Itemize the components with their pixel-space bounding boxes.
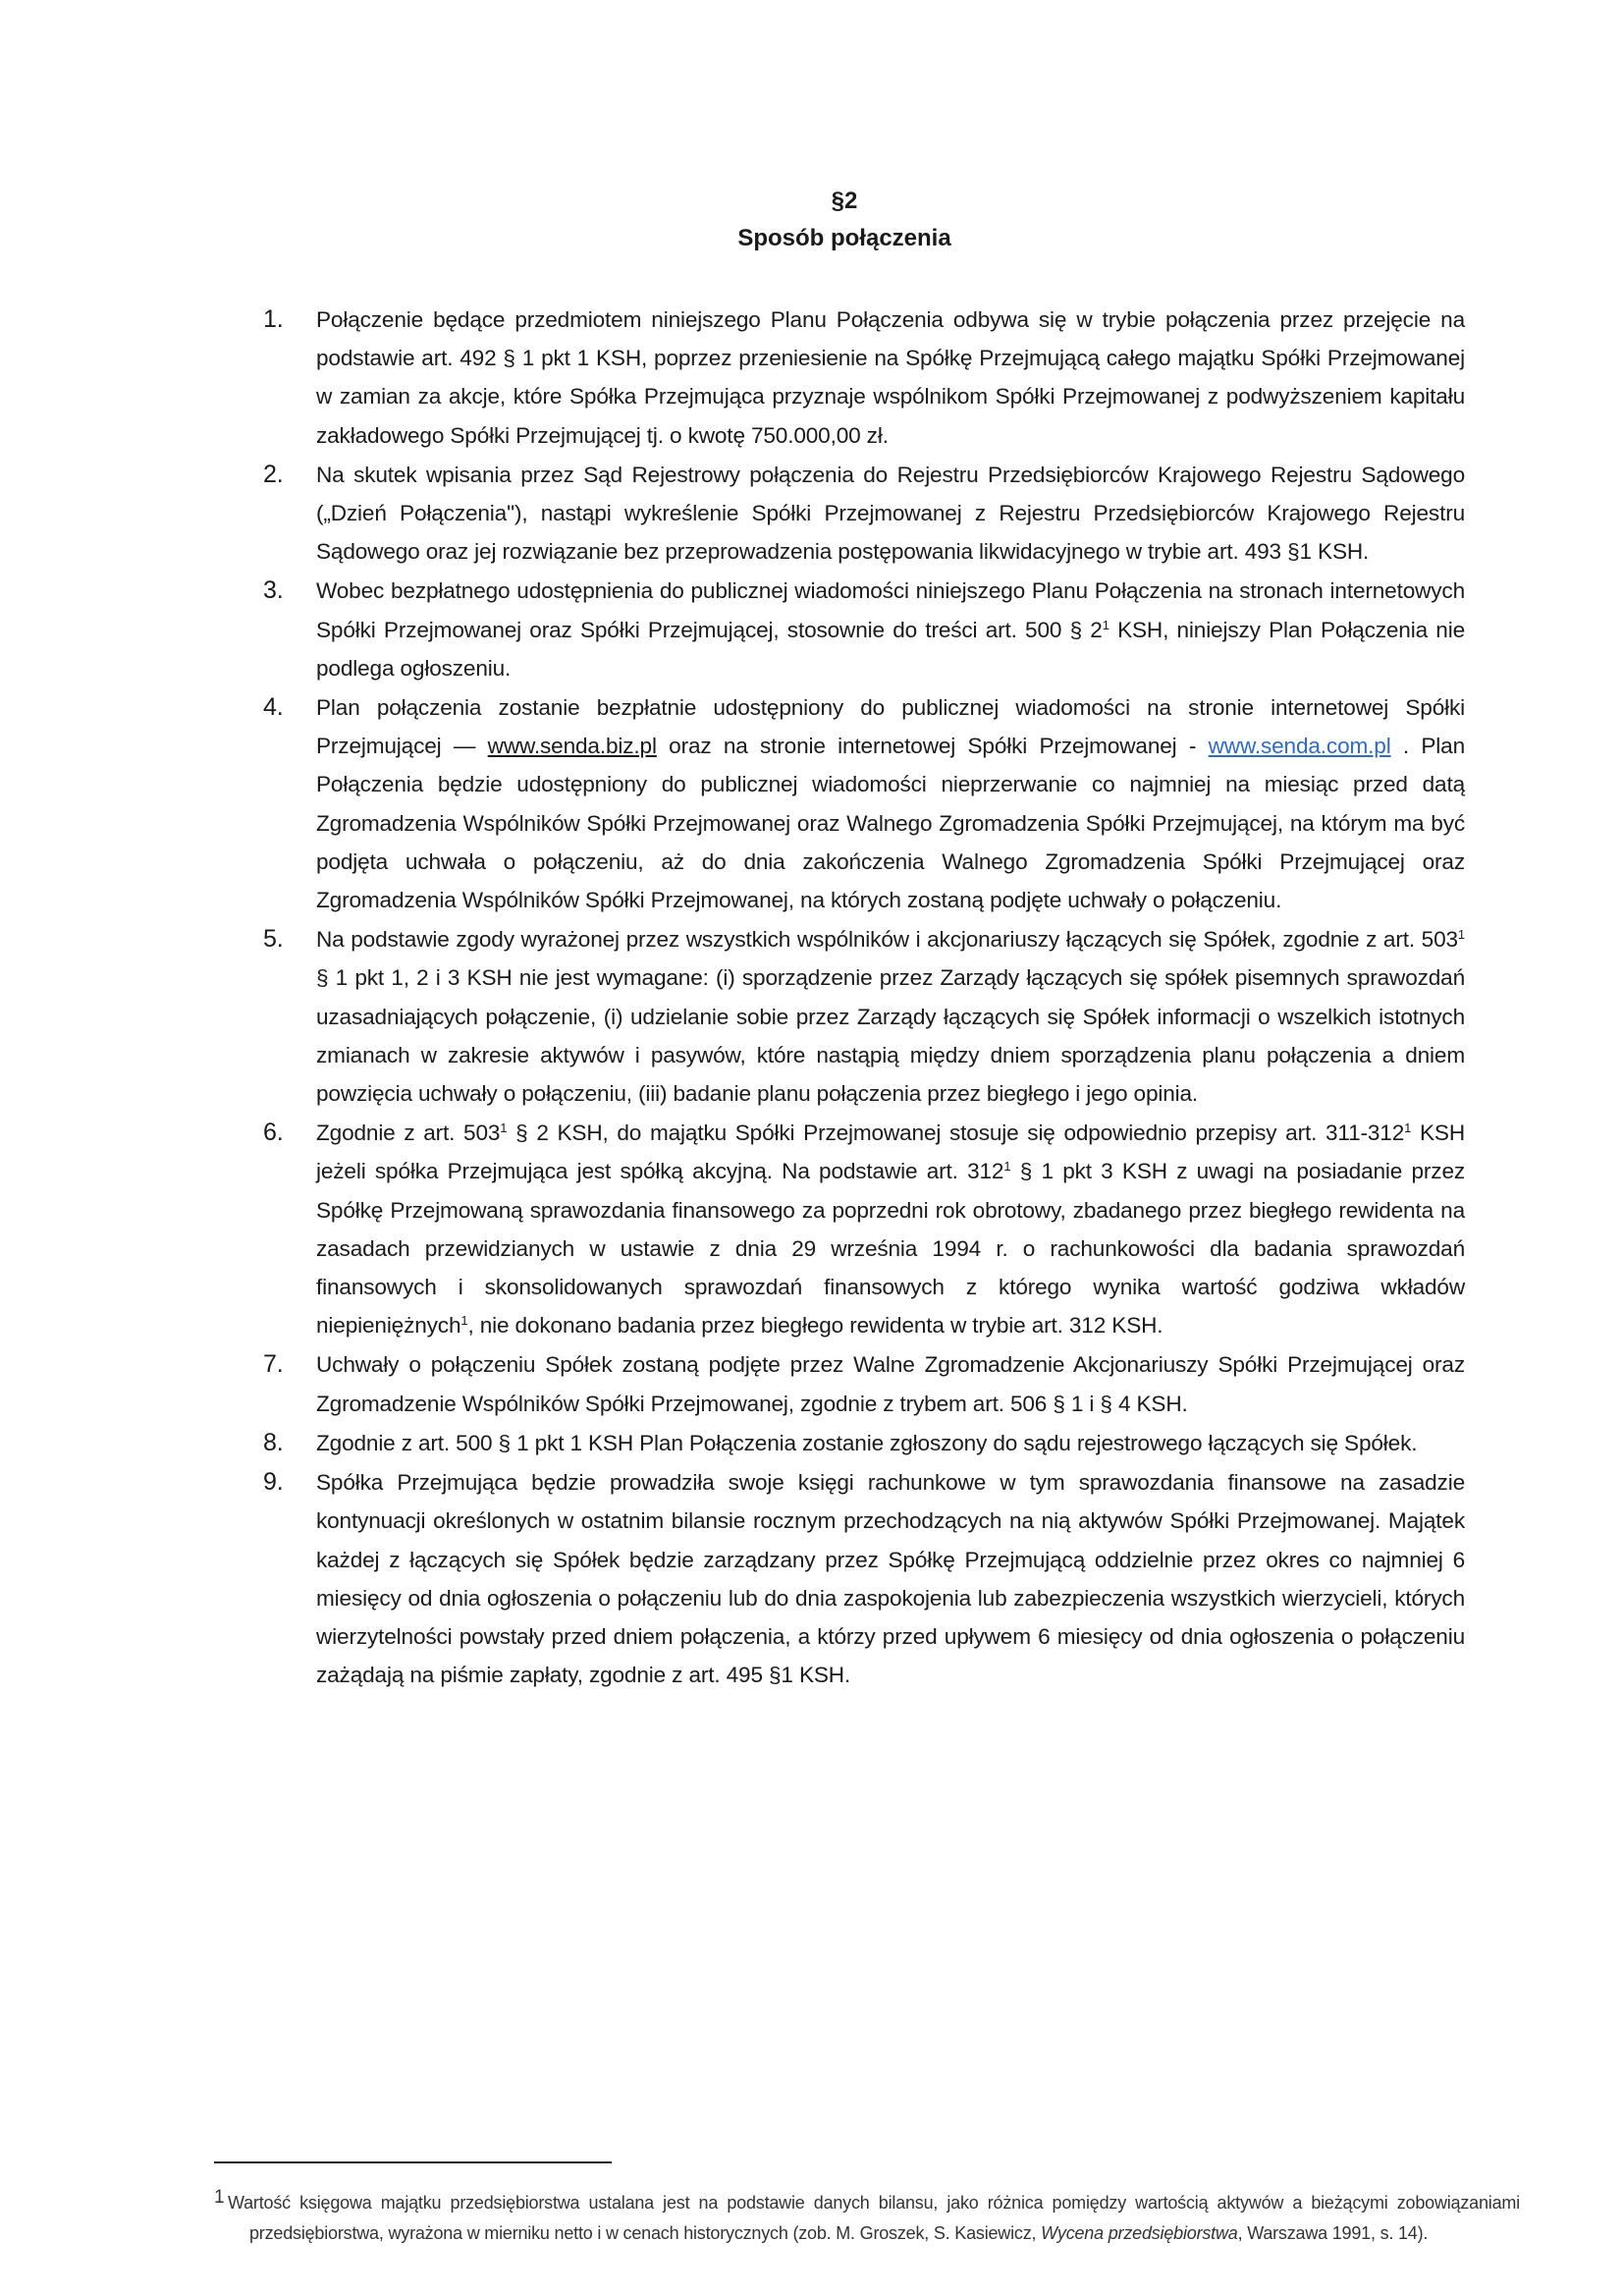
superscript: 1 bbox=[500, 1121, 508, 1136]
item-text-segment: § 1 pkt 3 KSH z uwagi na posiadanie przez Spółkę Przejmowaną sprawozdania finansowego za poprzedni rok obrotowy, zbadanego przez biegłego rewidenta na zasadach przewidzianych w ustawie z dnia 29 września 1994 r. o rachunkowości dla badania sprawozdań finansowych i skonsolidowanych sprawozdań finansowych z którego wynika wartość godziwa wkładów niepieniężnych bbox=[316, 1159, 1466, 1339]
link-senda-biz[interactable]: www.senda.biz.pl bbox=[487, 734, 657, 759]
superscript: 1 bbox=[1404, 1121, 1412, 1136]
footnote-text: Wartość księgowa majątku przedsiębiorstwa ustalana jest na podstawie danych bilansu, jako różnica pomiędzy wartością aktywów a bieżącymi zobowiązaniami przedsiębiorstwa, wyrażona w mierniku netto i w cenach historycznych (zob. M. Groszek, S. Kasiewicz, bbox=[228, 2193, 1520, 2243]
list-item-1 bbox=[263, 301, 1465, 455]
superscript-footnote-ref: 1 bbox=[1102, 617, 1109, 632]
item-number: 2. bbox=[263, 460, 284, 488]
item-text-segment: Zgodnie z art. 503 bbox=[316, 1121, 501, 1146]
list-item-8 bbox=[263, 1424, 1465, 1462]
footnote: 1 Wartość księgowa majątku przedsiębiorstwa ustalana jest na podstawie danych bilansu, jako różnica pomiędzy wartością aktywów a bieżącymi zobowiązaniami przedsiębiorstwa, wyrażona w mierniku netto i w cenach historycznych (zob. M. Groszek, S. Kasiewicz, Wycena przedsiębiorstwa, Warszawa 1991, s. 14). bbox=[214, 2187, 1520, 2243]
list-item-6 bbox=[263, 1114, 1465, 1344]
list-item-5 bbox=[263, 920, 1465, 1113]
item-number: 1. bbox=[263, 305, 284, 333]
superscript-footnote-ref: 1 bbox=[460, 1313, 468, 1329]
item-text-segment: § 1 pkt 1, 2 i 3 KSH nie jest wymagane: (i) sporządzenie przez Zarządy łączących się spółek pisemnych sprawozdań uzasadniających połączenie, (i) udzielanie sobie przez Zarządy łączących się Spółek informacji o wszelkich istotnych zmianach w zakresie aktywów i pasywów, które nastąpią między dniem sporządzenia planu połączenia a dniem powzięcia uchwały o połączeniu, (iii) badanie planu połączenia przez biegłego i jego opinia. bbox=[316, 965, 1465, 1107]
item-text-segment: Na podstawie zgody wyrażonej przez wszystkich wspólników i akcjonariuszy łączących się Spółek, zgodnie z art. 503 bbox=[316, 927, 1458, 953]
item-number: 6. bbox=[263, 1119, 284, 1147]
item-number: 8. bbox=[263, 1428, 284, 1456]
item-text-segment: . Plan Połączenia będzie udostępniony do publicznej wiadomości nieprzerwanie co najmniej na miesiąc przed datą Zgromadzenia Wspólników Spółki Przejmowanej oraz Walnego Zgromadzenia Spółki Przejmującej, na którym ma być podjęta uchwała o połączeniu, aż do dnia zakończenia Walnego Zgromadzenia Spółki Przejmującej oraz Zgromadzenia Wspólników Spółki Przejmowanej, na których zostaną podjęte uchwały o połączeniu. bbox=[316, 734, 1465, 913]
item-number: 7. bbox=[263, 1350, 284, 1379]
item-number: 4. bbox=[263, 693, 284, 722]
superscript: 1 bbox=[1457, 927, 1465, 943]
item-text-segment: oraz na stronie internetowej Spółki Przejmowanej - bbox=[656, 734, 1209, 759]
item-text bbox=[316, 688, 1465, 919]
list-item-9 bbox=[263, 1463, 1465, 1694]
list-item-4 bbox=[263, 688, 1465, 919]
list-item-7 bbox=[263, 1345, 1465, 1422]
item-number: 5. bbox=[263, 925, 284, 954]
section-number: §2 bbox=[831, 188, 858, 214]
section-title: Sposób połączenia bbox=[737, 225, 951, 251]
list-item-2 bbox=[263, 456, 1465, 572]
item-text-segment: KSH jeżeli spółka Przejmująca jest spółką akcyjną. Na podstawie art. 312 bbox=[316, 1121, 1465, 1184]
item-number: 3. bbox=[263, 576, 284, 605]
item-text: Zgodnie z art. 500 § 1 pkt 1 KSH Plan Połączenia zostanie zgłoszony do sądu rejestrowego łączących się Spółek. bbox=[316, 1430, 1418, 1455]
footnote-text-end: , Warszawa 1991, s. 14). bbox=[1237, 2223, 1429, 2243]
item-text-segment: Wobec bezpłatnego udostępnienia do publicznej wiadomości niniejszego Planu Połączenia na stronach internetowych Spółki Przejmowanej oraz Spółki Przejmującej, stosownie do treści art. 500 § 2 bbox=[316, 578, 1465, 642]
item-text bbox=[316, 572, 1465, 687]
item-text: Spółka Przejmująca będzie prowadziła swoje księgi rachunkowe w tym sprawozdania finansowe na zasadzie kontynuacji określonych w ostatnim bilansie rocznym przechodzących na nią aktywów Spółki Przejmowanej. Majątek każdej z łączących się Spółek będzie zarządzany przez Spółkę Przejmującą oddzielnie przez okres co najmniej 6 miesięcy od dnia ogłoszenia o połączeniu lub do dnia zaspokojenia lub zabezpieczenia wszystkich wierzycieli, których wierzytelności powstały przed dniem połączenia, a którzy przed upływem 6 miesięcy od dnia ogłoszenia o połączeniu zażądają na piśmie zapłaty, zgodnie z art. 495 §1 KSH. bbox=[316, 1470, 1465, 1688]
item-text-segment: § 2 KSH, do majątku Spółki Przejmowanej stosuje się odpowiednio przepisy art. 311-312 bbox=[507, 1121, 1405, 1146]
item-text: Na skutek wpisania przez Sąd Rejestrowy połączenia do Rejestru Przedsiębiorców Krajowego Rejestru Sądowego („Dzień Połączenia"), nastąpi wykreślenie Spółki Przejmowanej z Rejestru Przedsiębiorców Krajowego Rejestru Sądowego oraz jej rozwiązanie bez przeprowadzenia postępowania likwidacyjnego w trybie art. 493 §1 KSH. bbox=[316, 462, 1465, 565]
link-senda-com[interactable]: www.senda.com.pl bbox=[1208, 734, 1391, 759]
footnote-divider bbox=[214, 2161, 612, 2163]
footnote-book-title: Wycena przedsiębiorstwa bbox=[1041, 2223, 1238, 2243]
item-text bbox=[316, 920, 1465, 1113]
numbered-list bbox=[263, 301, 1465, 1695]
item-text-segment: Plan połączenia zostanie bezpłatnie udostępniony do publicznej wiadomości na stronie internetowej Spółki Przejmującej — bbox=[316, 695, 1465, 759]
superscript: 1 bbox=[1003, 1159, 1011, 1175]
item-number: 9. bbox=[263, 1468, 284, 1497]
list-item-3 bbox=[263, 572, 1465, 687]
item-text-segment: , nie dokonano badania przez biegłego rewidenta w trybie art. 312 KSH. bbox=[467, 1313, 1163, 1339]
item-text-segment: KSH, niniejszy Plan Połączenia nie podlega ogłoszeniu. bbox=[316, 617, 1465, 681]
item-text: Połączenie będące przedmiotem niniejszego Planu Połączenia odbywa się w trybie połączenia przez przejęcie na podstawie art. 492 § 1 pkt 1 KSH, poprzez przeniesienie na Spółkę Przejmującą całego majątku Spółki Przejmowanej w zamian za akcje, które Spółka Przejmująca przyznaje wspólnikom Spółki Przejmowanej z podwyższeniem kapitału zakładowego Spółki Przejmującej tj. o kwotę 750.000,00 zł. bbox=[316, 307, 1465, 448]
item-text: Uchwały o połączeniu Spółek zostaną podjęte przez Walne Zgromadzenie Akcjonariuszy Spółki Przejmującej oraz Zgromadzenie Wspólników Spółki Przejmowanej, zgodnie z trybem art. 506 § 1 i § 4 KSH. bbox=[316, 1352, 1465, 1416]
item-text bbox=[316, 1114, 1465, 1344]
